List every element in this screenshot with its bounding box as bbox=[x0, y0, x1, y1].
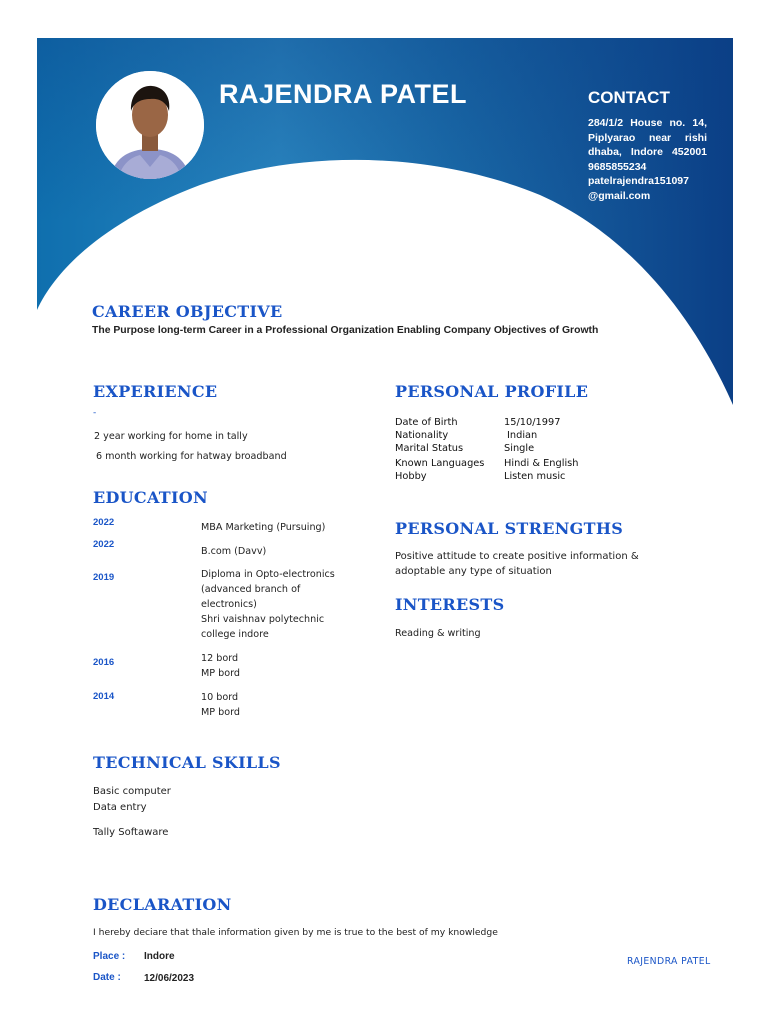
education-line: college indore bbox=[201, 629, 269, 640]
date-label: Date : bbox=[93, 972, 121, 983]
education-line: MP bord bbox=[201, 707, 240, 718]
education-line: Diploma in Opto-electronics bbox=[201, 569, 335, 580]
contact-heading: CONTACT bbox=[588, 88, 670, 107]
technical-skills-heading: TECHNICAL SKILLS bbox=[93, 753, 281, 772]
education-year: 2022 bbox=[93, 539, 115, 550]
profile-value: Hindi & English bbox=[504, 458, 579, 469]
education-entry bbox=[201, 690, 240, 720]
profile-value: Single bbox=[504, 443, 535, 454]
profile-label: Nationality bbox=[395, 430, 449, 441]
person-photo-icon bbox=[96, 71, 204, 179]
education-line: 12 bord bbox=[201, 653, 239, 664]
education-entry bbox=[201, 520, 325, 535]
profile-label: Date of Birth bbox=[395, 417, 458, 428]
profile-label: Marital Status bbox=[395, 443, 464, 454]
personal-strengths-heading: PERSONAL STRENGTHS bbox=[395, 519, 624, 538]
contact-address-line-2: Piplyarao near rishi bbox=[588, 131, 707, 144]
education-heading: EDUCATION bbox=[93, 488, 208, 507]
contact-details bbox=[588, 116, 707, 204]
candidate-name: RAJENDRA PATEL bbox=[219, 79, 468, 109]
education-line: electronics) bbox=[201, 599, 257, 610]
contact-address-line-1: 284/1/2 House no. 14, bbox=[588, 117, 707, 129]
career-objective-text: The Purpose long-term Career in a Professional Organization Enabling Company Objectives of Growth bbox=[92, 325, 599, 336]
profile-label: Known Languages bbox=[395, 458, 485, 469]
profile-value: Listen music bbox=[504, 471, 566, 482]
education-line: MBA Marketing (Pursuing) bbox=[201, 522, 326, 533]
education-line: MP bord bbox=[201, 668, 240, 679]
education-line: Shri vaishnav polytechnic bbox=[201, 614, 325, 625]
experience-item: 2 year working for home in tally bbox=[94, 431, 248, 442]
experience-bullet: - bbox=[93, 408, 97, 418]
strengths-line: Positive attitude to create positive information & bbox=[395, 551, 639, 562]
experience-item: 6 month working for hatway broadband bbox=[96, 451, 287, 462]
education-entry bbox=[201, 651, 240, 681]
contact-email-line-2: @gmail.com bbox=[588, 189, 651, 202]
experience-heading: EXPERIENCE bbox=[93, 382, 218, 401]
education-year: 2016 bbox=[93, 657, 115, 668]
skill-item: Tally Softaware bbox=[93, 827, 169, 838]
education-line: B.com (Davv) bbox=[201, 546, 267, 557]
place-value: Indore bbox=[144, 951, 175, 962]
profile-value: 15/10/1997 bbox=[504, 417, 561, 428]
profile-value: Indian bbox=[507, 430, 538, 441]
strengths-line: adoptable any type of situation bbox=[395, 566, 552, 577]
declaration-heading: DECLARATION bbox=[93, 895, 232, 914]
education-entry bbox=[201, 567, 335, 642]
education-entry bbox=[201, 544, 266, 559]
declaration-text: I hereby deciare that thale information given by me is true to the best of my knowledge bbox=[93, 927, 498, 938]
skill-item: Basic computer bbox=[93, 786, 171, 797]
skill-item: Data entry bbox=[93, 802, 147, 813]
education-year: 2022 bbox=[93, 517, 115, 528]
date-value: 12/06/2023 bbox=[144, 973, 195, 984]
profile-label: Hobby bbox=[395, 471, 427, 482]
contact-address-line-3: dhaba, Indore 452001 bbox=[588, 146, 707, 159]
interests-heading: INTERESTS bbox=[395, 595, 505, 614]
education-line: (advanced branch of bbox=[201, 584, 301, 595]
contact-phone: 9685855234 bbox=[588, 160, 647, 173]
place-label: Place : bbox=[93, 951, 126, 962]
interests-text: Reading & writing bbox=[395, 628, 481, 639]
profile-photo bbox=[96, 71, 204, 179]
education-year: 2019 bbox=[93, 572, 115, 583]
contact-email-line-1: patelrajendra151097 bbox=[588, 175, 689, 188]
education-year: 2014 bbox=[93, 691, 115, 702]
career-objective-heading: CAREER OBJECTIVE bbox=[92, 302, 283, 321]
signature-name: RAJENDRA PATEL bbox=[627, 956, 711, 967]
personal-profile-heading: PERSONAL PROFILE bbox=[395, 382, 589, 401]
education-line: 10 bord bbox=[201, 692, 239, 703]
